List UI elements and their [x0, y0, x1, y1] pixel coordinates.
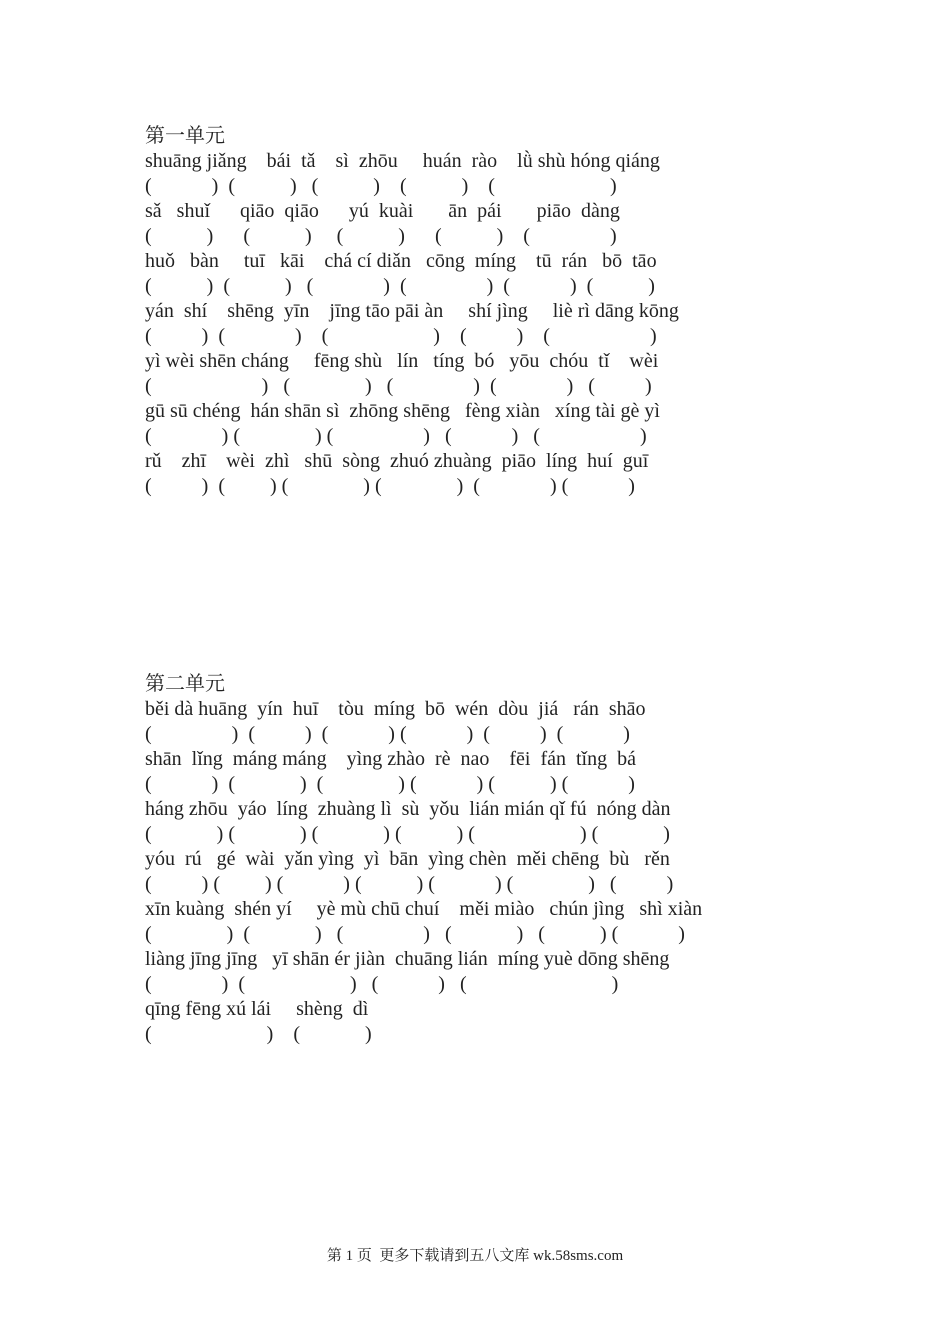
unit-2-heading: 第二单元	[145, 673, 225, 695]
answer-blank-line: ( ) ( ) ( ) ( ) ( ) ( ) ( )	[145, 873, 674, 895]
answer-blank-line: ( ) ( ) ( ) ( ) ( ) ( )	[145, 475, 635, 497]
page-footer: 第 1 页 更多下载请到五八文库 wk.58sms.com	[326, 1248, 624, 1264]
pinyin-line: liàng jīng jīng yī shān ér jiàn chuāng lián míng yuè dōng shēng	[145, 948, 670, 970]
pinyin-line: rǔ zhī wèi zhì shū sòng zhuó zhuàng piāo líng huí guī	[145, 450, 649, 472]
unit-2-section	[145, 672, 845, 1047]
unit-1-section	[145, 124, 845, 499]
pinyin-line: yì wèi shēn cháng fēng shù lín tíng bó yōu chóu tǐ wèi	[145, 350, 659, 372]
answer-blank-line: ( ) ( ) ( ) ( ) ( )	[145, 375, 652, 397]
pinyin-line: yóu rú gé wài yǎn yìng yì bān yìng chèn měi chēng bù rěn	[145, 848, 670, 870]
answer-blank-line: ( ) ( ) ( ) ( ) ( )	[145, 175, 617, 197]
pinyin-line: qīng fēng xú lái shèng dì	[145, 998, 369, 1020]
answer-blank-line: ( ) ( ) ( ) ( )	[145, 973, 619, 995]
pinyin-line: shān lǐng máng máng yìng zhào rè nao fēi fán tǐng bá	[145, 748, 636, 770]
answer-blank-line: ( ) ( ) ( ) ( ) ( ) ( )	[145, 773, 635, 795]
answer-blank-line: ( ) ( ) ( ) ( ) ( ) ( )	[145, 723, 630, 745]
pinyin-line: gū sū chéng hán shān sì zhōng shēng fèng xiàn xíng tài gè yì	[145, 400, 660, 422]
pinyin-line: huǒ bàn tuī kāi chá cí diǎn cōng míng tū rán bō tāo	[145, 250, 657, 272]
pinyin-line: běi dà huāng yín huī tòu míng bō wén dòu jiá rán shāo	[145, 698, 646, 720]
pinyin-line: xīn kuàng shén yí yè mù chū chuí měi miào chún jìng shì xiàn	[145, 898, 703, 920]
answer-blank-line: ( ) ( ) ( ) ( ) ( )	[145, 225, 617, 247]
answer-blank-line: ( ) ( ) ( ) ( ) ( )	[145, 325, 657, 347]
pinyin-line: sǎ shuǐ qiāo qiāo yú kuài ān pái piāo dàng	[145, 200, 620, 222]
answer-blank-line: ( ) ( ) ( ) ( ) ( )	[145, 425, 647, 447]
pinyin-line: háng zhōu yáo líng zhuàng lì sù yǒu lián mián qǐ fú nóng dàn	[145, 798, 671, 820]
pinyin-line: shuāng jiǎng bái tǎ sì zhōu huán rào lǜ shù hóng qiáng	[145, 150, 660, 172]
unit-1-heading: 第一单元	[145, 125, 225, 147]
answer-blank-line: ( ) ( ) ( ) ( ) ( ) ( )	[145, 823, 670, 845]
pinyin-line: yán shí shēng yīn jīng tāo pāi àn shí jìng liè rì dāng kōng	[145, 300, 679, 322]
answer-blank-line: ( ) ( )	[145, 1023, 372, 1045]
answer-blank-line: ( ) ( ) ( ) ( ) ( ) ( )	[145, 923, 685, 945]
answer-blank-line: ( ) ( ) ( ) ( ) ( ) ( )	[145, 275, 655, 297]
